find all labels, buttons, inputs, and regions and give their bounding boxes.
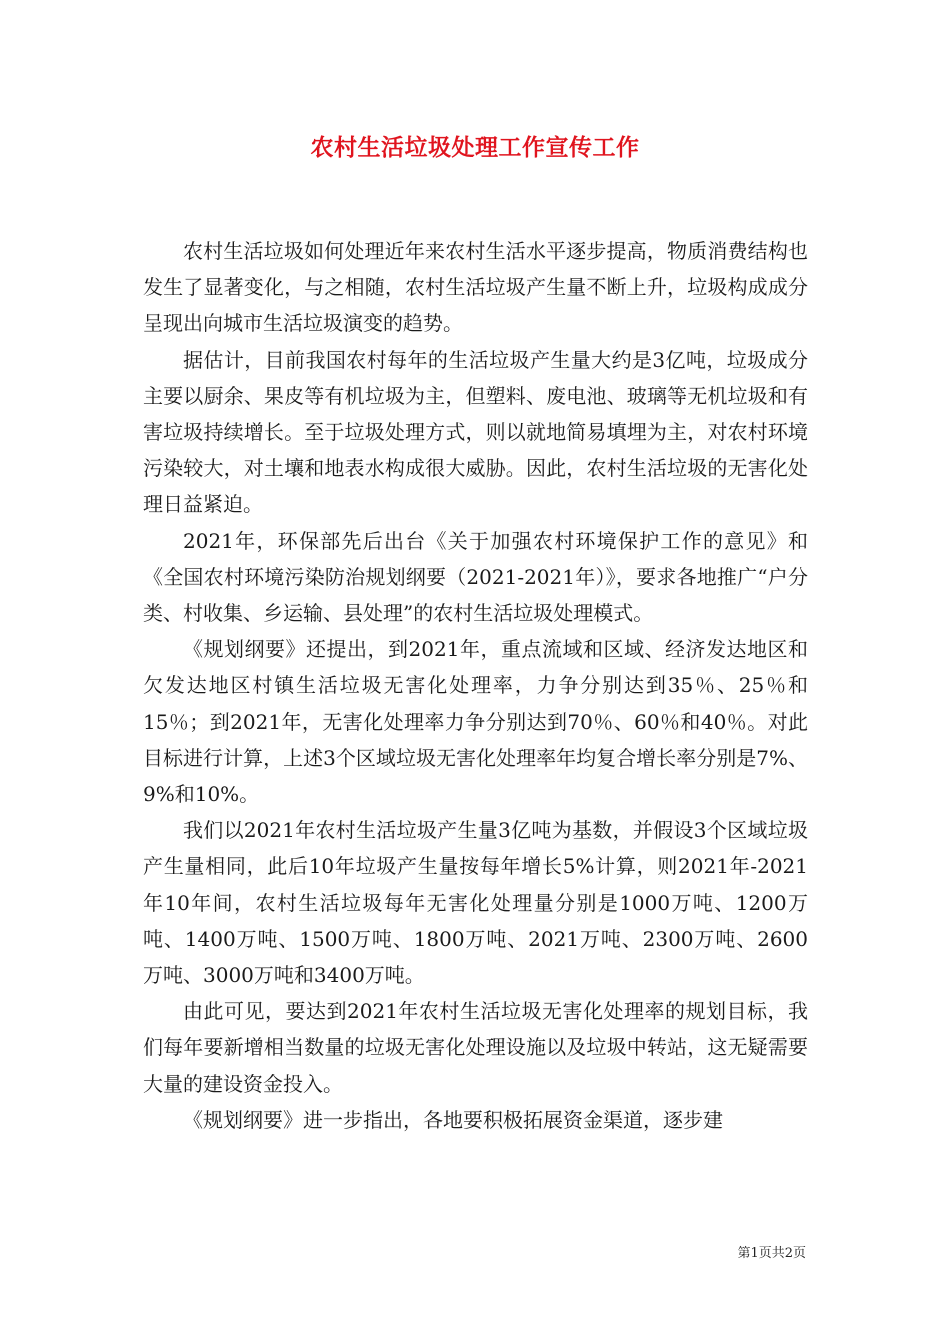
paragraph: 据估计，目前我国农村每年的生活垃圾产生量大约是3亿吨，垃圾成分主要以厨余、果皮等有机垃圾为主，但塑料、废电池、玻璃等无机垃圾和有害垃圾持续增长。至于垃圾处理方式，则以就地简易填埋为主，对农村环境污染较大，对土壤和地表水构成很大威胁。因此，农村生活垃圾的无害化处理日益紧迫。	[143, 347, 808, 517]
paragraph: 《规划纲要》还提出，到2021年，重点流域和区域、经济发达地区和欠发达地区村镇生活垃圾无害化处理率，力争分别达到35％、25％和15％；到2021年，无害化处理率力争分别达到70％、60％和40％。对此目标进行计算，上述3个区域垃圾无害化处理率年均复合增长率分别是7%、9%和10%。	[143, 637, 808, 807]
paragraph: 由此可见，要达到2021年农村生活垃圾无害化处理率的规划目标，我们每年要新增相当数量的垃圾无害化处理设施以及垃圾中转站，这无疑需要大量的建设资金投入。	[143, 999, 808, 1096]
paragraph: 农村生活垃圾如何处理近年来农村生活水平逐步提高，物质消费结构也发生了显著变化，与之相随，农村生活垃圾产生量不断上升，垃圾构成成分呈现出向城市生活垃圾演变的趋势。	[143, 239, 808, 336]
paragraph: 2021年，环保部先后出台《关于加强农村环境保护工作的意见》和《全国农村环境污染防治规划纲要（2021-2021年）》，要求各地推广“户分类、村收集、乡运输、县处理”的农村生活垃圾处理模式。	[143, 528, 808, 626]
page-number-footer: 第1页共2页	[737, 1246, 806, 1261]
document-body	[143, 233, 808, 1138]
paragraph: 《规划纲要》进一步指出，各地要积极拓展资金渠道，逐步建	[183, 1107, 723, 1132]
document-title: 农村生活垃圾处理工作宣传工作	[310, 134, 640, 161]
paragraph: 我们以2021年农村生活垃圾产生量3亿吨为基数，并假设3个区域垃圾产生量相同，此后10年垃圾产生量按每年增长5%计算，则2021年-2021年10年间，农村生活垃圾每年无害化处理量分别是1000万吨、1200万吨、1400万吨、1500万吨、1800万吨、2021万吨、2300万吨、2600万吨、3000万吨和3400万吨。	[143, 818, 808, 988]
